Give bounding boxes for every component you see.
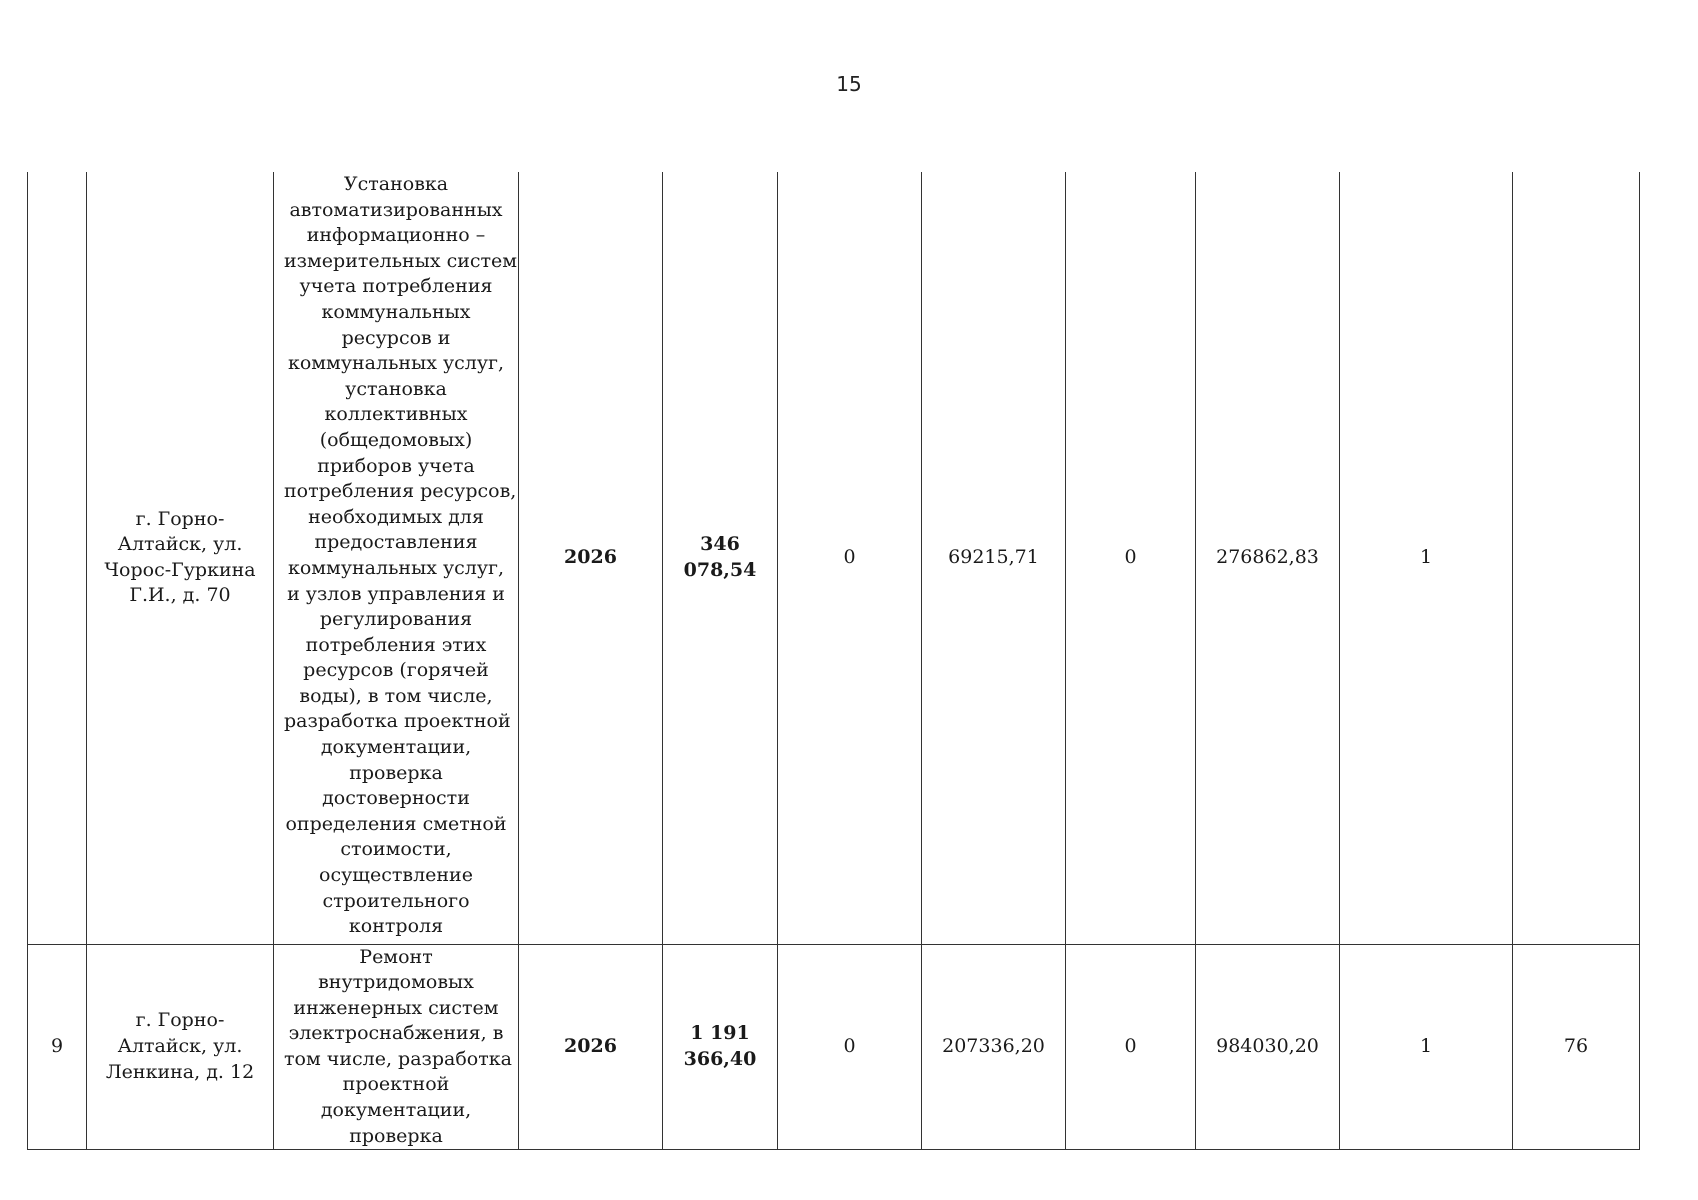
fund-b-cell: 69215,71 [922, 172, 1066, 944]
fund-c-cell: 0 [1066, 944, 1196, 1150]
year-cell: 2026 [519, 172, 663, 944]
cell-text-line: 078,54 [683, 558, 757, 581]
address-cell [87, 172, 274, 944]
cell-text-line: учета потребления [299, 275, 493, 298]
total-cost-cell [663, 172, 778, 944]
cell-text-line: внутридомовых [318, 971, 474, 994]
fund-a-cell: 0 [778, 172, 922, 944]
row-number-cell [28, 172, 87, 944]
count-cell: 1 [1340, 172, 1513, 944]
page-number: 15 [836, 72, 862, 96]
cell-text-line: и узлов управления и [287, 582, 505, 605]
extra-cell [1513, 172, 1640, 944]
cell-text-line: строительного [322, 889, 470, 912]
cell-text-line: документации, [320, 1099, 472, 1122]
cell-text-line: (общедомовых) [319, 428, 473, 451]
cell-text-line: проверка [349, 761, 443, 784]
cell-text-line: 346 [700, 533, 740, 556]
cell-text-line: информационно – [306, 224, 486, 247]
work-description-cell [274, 944, 519, 1150]
cell-text-line: установка [345, 377, 447, 400]
cell-text-line: Ремонт [359, 945, 433, 968]
cell-text-line: достоверности [322, 787, 470, 810]
cell-text-line: ресурсов (горячей [303, 659, 489, 682]
cell-text-line: разработка проектной [284, 710, 511, 733]
count-cell: 1 [1340, 944, 1513, 1150]
cell-text-line: проверка [349, 1124, 443, 1147]
cell-text-line: коммунальных услуг, [287, 352, 505, 375]
total-cost-cell [663, 944, 778, 1150]
extra-cell: 76 [1513, 944, 1640, 1150]
cell-text-line: Ленкина, д. 12 [105, 1060, 255, 1083]
row-number-cell: 9 [28, 944, 87, 1150]
fund-a-cell: 0 [778, 944, 922, 1150]
fund-d-cell: 984030,20 [1196, 944, 1340, 1150]
work-description-cell [274, 172, 519, 944]
cell-text-line: коммунальных [321, 300, 471, 323]
fund-c-cell: 0 [1066, 172, 1196, 944]
cell-text-line: проектной [342, 1073, 450, 1096]
cell-text-line: ресурсов и [341, 326, 451, 349]
cell-text-line: г. Горно- [135, 1009, 225, 1032]
cell-text-line: регулирования [319, 608, 473, 631]
cell-text-line: Чорос-Гуркина [104, 558, 256, 581]
cell-text-line: коллективных [324, 403, 468, 426]
cell-text-line: документации, [320, 736, 472, 759]
cell-text-line: необходимых для [308, 505, 484, 528]
fund-d-cell: 276862,83 [1196, 172, 1340, 944]
cell-text-line: Г.И., д. 70 [129, 584, 231, 607]
cell-text-line: потребления этих [305, 633, 487, 656]
address-cell [87, 944, 274, 1150]
cell-text-line: приборов учета [317, 454, 475, 477]
cell-text-line: электроснабжения, в [288, 1022, 504, 1045]
table-row [28, 172, 1640, 944]
year-cell: 2026 [519, 944, 663, 1150]
cell-text-line: 1 191 [690, 1022, 750, 1045]
cell-text-line: инженерных систем [293, 996, 499, 1019]
cell-text-line: определения сметной [285, 812, 507, 835]
table-body [28, 172, 1640, 1150]
cell-text-line: осуществление [319, 864, 473, 887]
cell-text-line: автоматизированных [289, 198, 503, 221]
cell-text-line: г. Горно- [135, 507, 225, 530]
cell-text-line: Установка [343, 173, 449, 195]
cell-text-line: контроля [348, 915, 444, 938]
data-table [27, 172, 1640, 1150]
cell-text-line: воды), в том числе, [299, 684, 493, 707]
cell-text-line: Алтайск, ул. [117, 533, 243, 556]
fund-b-cell: 207336,20 [922, 944, 1066, 1150]
cell-text-line: Алтайск, ул. [117, 1035, 243, 1058]
cell-text-line: предоставления [314, 531, 478, 554]
cell-text-line: измерительных систем [284, 249, 518, 272]
cell-text-line: коммунальных услуг, [287, 556, 505, 579]
cell-text-line: том числе, разработка [284, 1047, 512, 1070]
cell-text-line: стоимости, [340, 838, 452, 861]
cell-text-line: 366,40 [683, 1047, 757, 1070]
cell-text-line: потребления ресурсов, [284, 480, 517, 503]
table-row [28, 944, 1640, 1150]
